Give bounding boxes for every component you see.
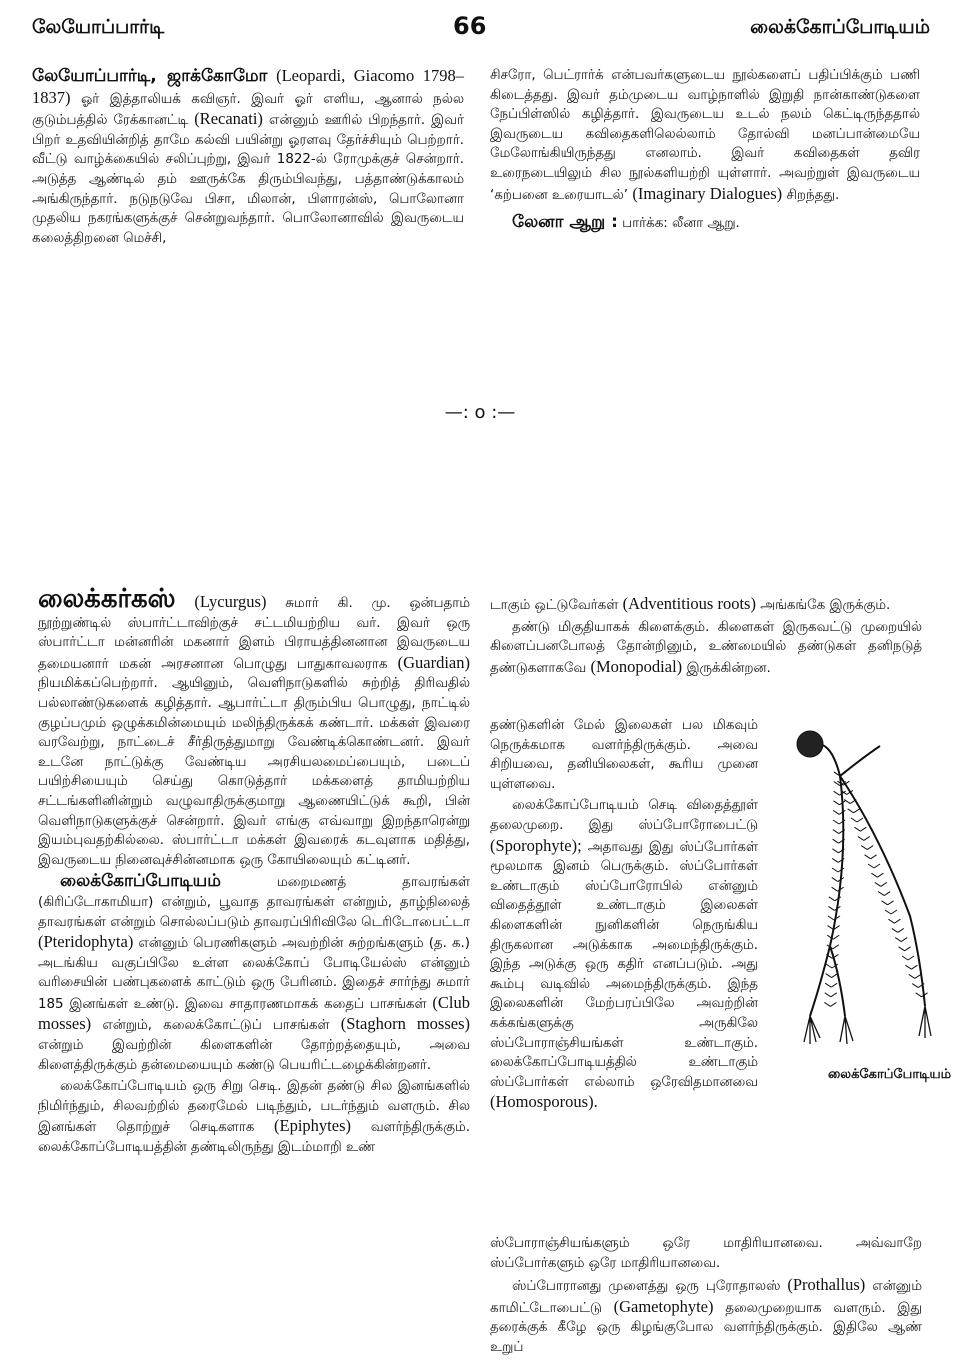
text-cont-4c: தலைமுறையாக வளரும். இது தரைக்குக் கீழே ஒரு கிழங்குபோல வளர்ந்திருக்கும். இதிலே ஆண் உறுப்: [490, 1300, 922, 1355]
text-cont-4b: என்னும் காமிட்டோபைட்டு: [490, 1279, 922, 1316]
fern-leaf-mark: [888, 901, 894, 905]
text-leopardi-2: என்னும் ஊரில் பிறந்தார். இவர் பிறர் உதவியின்றித் தாமே கல்வி பயின்று ஓரளவு தேர்ச்சியும் பெற்றார். வீட்டு வாழ்க்கையில் சலிப்புற்று, இவர் 1822-ல் ரோமுக்குச் சென்றார். அடுத்த ஆண்டில் தம் ஊருக்கே திரும்பிவந்து, பத்தாண்டுக்காலம் அங்கிருந்தார். நடுநடுவே பிசா, மிலான், பிளாரன்ஸ், பொலோனா முதலிய நகரங்களுக்குச் சென்றுவந்தார். பொலோனாவில் இவருடைய கலைத்திறனை மெச்சி,: [32, 113, 464, 246]
text-cont-3: ஸ்போராஞ்சியங்களும் ஒரே மாதிரியானவை. அவ்வாறே ஸ்ப்போர்களும் ஒரே மாதிரியானவை.: [490, 1236, 922, 1271]
fern-leaf-mark: [882, 901, 888, 905]
latin-recanati: (Recanati): [194, 109, 263, 129]
fern-leaf-mark: [908, 956, 914, 960]
latin-guardian: (Guardian): [397, 652, 470, 672]
text-lycurgus-1: சுமார் கி. மு. ஒன்பதாம் நூற்றுண்டில் ஸ்பார்ட்டாவிற்குச் சட்டமியற்றிய வர். இவர் ஒரு ஸ்பார்ட்டா மன்னரின் மகனார் இளம் பிராயத்தினனான இவருடைய தமையனார் மகன் அரசனான பொழுது பாதுகாவலராக: [38, 596, 471, 672]
fern-leaf-mark: [905, 947, 911, 951]
fern-leaf-mark: [905, 965, 911, 969]
entry-lycopodium-cont-1: [490, 594, 922, 616]
fern-leaf-mark: [899, 947, 905, 951]
fern-leaf-mark: [858, 836, 864, 840]
fern-leaf-mark: [884, 892, 890, 896]
fern-leaf-mark: [828, 916, 834, 920]
fern-roots: [804, 1006, 931, 1044]
fern-leaf-mark: [832, 868, 838, 872]
text-lycopodium-3: என்றும், கலைக்கோட்டுப் பாசங்கள்: [102, 1018, 330, 1034]
fern-leaf-mark: [891, 910, 897, 914]
text-leopardi-1: ஓர் இத்தாலியக் கவிஞர். இவர் ஓர் எளிய, ஆனால் நல்ல குடும்பத்தில் ரேக்கானட்டி: [32, 91, 464, 129]
text-lycopodium-4: என்றும் இவற்றின் கிளைகளின் தோற்றத்தையும், அவை கிளைத்திருக்கும் தன்மையையும் கண்டு பெயரிட்டழைக்கின்றனர்.: [38, 1038, 470, 1073]
fern-leaf-mark: [865, 855, 871, 859]
text-lycopodium-1: மறைமணத் தாவரங்கள் (கிரிப்டோகாமியா) என்றும், பூவாத தாவரங்கள் என்றும், தாழ்நிலைத் தாவரங்கள் என்றும் சொல்லப்படும் தாவரப்பிரிவிலே டெரிடோபைட்டா: [38, 875, 470, 930]
fern-leaf-mark: [898, 928, 904, 932]
lycopodium-illustration: [770, 716, 940, 1046]
fern-leaf-mark: [829, 897, 835, 901]
fern-leaf-mark: [834, 791, 840, 795]
fern-leaf-mark: [833, 801, 839, 805]
latin-lycurgus: (Lycurgus): [194, 592, 267, 611]
fern-leaf-mark: [832, 887, 838, 891]
fern-leaf-mark: [854, 809, 860, 813]
entry-leopardi-col2: [490, 66, 920, 236]
fern-cone: [797, 731, 823, 757]
fern-leaf-mark: [867, 846, 873, 850]
entry-lycopodium-para2: [38, 1077, 470, 1157]
entry-lycopodium-cont-3: [490, 1234, 922, 1273]
page-number: 66: [453, 12, 487, 40]
fern-leaf-mark: [828, 906, 834, 910]
text-lycopodium-6: வளர்ந்திருக்கும். லைக்கோப்போடியத்தின் தண்டிலிருந்து இடம்மாறி உண்: [38, 1120, 470, 1156]
latin-staghorn-mosses: (Staghorn mosses): [340, 1014, 470, 1034]
figure-caption: லைக்கோப்போடியம்: [828, 1067, 952, 1082]
fern-leaf-mark: [832, 974, 838, 978]
headword-lycopodium: லைக்கோப்போடியம்: [60, 871, 221, 892]
fern-leaf-mark: [833, 935, 839, 939]
fern-leaf-mark: [826, 964, 832, 968]
fern-leaf-mark: [851, 818, 857, 822]
fern-leaves: [824, 772, 927, 1006]
text-wrap-2: லைக்கோப்போடியம் செடி விதைத்தூள் தலைமுறை. இது ஸ்ப்போரோபைட்டு: [490, 798, 758, 833]
headword-lycurgus: லைக்கர்கஸ்: [38, 584, 176, 614]
entry-lycopodium: [38, 872, 470, 1075]
headword-lena: லேனா ஆறு :: [512, 212, 618, 233]
fern-leaf-mark: [874, 864, 880, 868]
fern-leaf-mark: [912, 984, 918, 988]
fern-leaf-mark: [831, 983, 837, 987]
fern-leaf-mark: [824, 1002, 830, 1006]
latin-monopodial: (Monopodial): [590, 656, 683, 676]
fern-leaf-mark: [902, 956, 908, 960]
fern-leaf-mark: [825, 993, 831, 997]
bottom-right-column-top: [490, 594, 922, 680]
entry-leopardi-para-cont: [490, 66, 920, 205]
latin-homosporous: (Homosporous).: [490, 1092, 598, 1112]
fern-leaf-mark: [833, 820, 839, 824]
text-lycurgus-2: நியமிக்கப்பெற்றார். ஆயினும், வெளிநாடுகளில் சுற்றித் திரிவதில் பல்லாண்டுகளைக் கழித்தார். ஆபார்ட்டா திரும்பிய பொழுது, நாட்டில் குழப்பமும் ஒழுக்கமின்மையும் மலிந்திருக்கக் கண்டார். மக்கள் இவரை வரவேற்று, நாட்டைச் சீர்திருத்துமாறு வேண்டிக்கொண்டனர். இவர் உடனே நாட்டுக்கு வேண்டிய அரசியலமைப்பையும், படைப் பயிற்சியையும் செய்து கொடுத்தார் மக்களைத் தாமியற்றிய சட்டங்களினின்றும் வழுவாதிருக்குமாறு ஆணையிட்டுக் கூறி, பின் வெளிநாடுகளுக்குச் சென்றார். இவர் எங்கு எவ்வாறு இறந்தாரென்று இயம்புவதற்கில்லை. ஸ்பார்ட்டா மக்கள் இவரைக் கடவுளாக மதித்து, இவருடைய நினைவுச்சின்னமாக ஒரு கோயிலையும் கட்டினர்.: [38, 676, 470, 868]
fern-leaf-mark: [828, 926, 834, 930]
text-lena: பார்க்க: லீனா ஆறு.: [622, 216, 740, 232]
text-wrap-1: தண்டுகளின் மேல் இலைகள் பல மிகவும் நெருக்கமாக வளர்ந்திருக்கும். அவை சிறியவை, தனியிலைகள், கூரிய முனை யுள்ளவை.: [490, 718, 758, 792]
text-cont-4: ஸ்ப்போரானது முளைத்து ஒரு புரோதாலஸ்: [512, 1279, 781, 1295]
bottom-left-column: [38, 584, 471, 1160]
fern-leaf-mark: [860, 827, 866, 831]
fern-leaf-mark: [830, 1002, 836, 1006]
text-cont-1b: அங்கங்கே இருக்கும்.: [760, 598, 891, 613]
fern-leaf-mark: [854, 827, 860, 831]
entry-lena-river: [490, 213, 920, 234]
fern-leaf-mark: [877, 873, 883, 877]
fern-leaf-mark: [875, 882, 881, 886]
fern-leaf-mark: [868, 864, 874, 868]
fern-leaf-mark: [892, 928, 898, 932]
fern-leaf-mark: [888, 919, 894, 923]
latin-adventitious-roots: (Adventitious roots): [622, 594, 756, 613]
latin-prothallus: (Prothallus): [787, 1275, 866, 1295]
fern-leaf-mark: [885, 910, 891, 914]
latin-gametophyte: (Gametophyte): [613, 1296, 714, 1316]
text-cont-2b: இருக்கின்றன.: [686, 660, 771, 676]
headword-leopardi: லேயோப்பார்டி, ஜாக்கோமோ: [32, 66, 268, 86]
entry-leopardi-col1: [32, 66, 464, 250]
bottom-right-column-wrap: [490, 716, 758, 1116]
entry-lycopodium-wrap-1: [490, 716, 758, 794]
section-separator: —: o :—: [444, 402, 516, 423]
fern-leaf-mark: [915, 974, 921, 978]
entry-lycopodium-wrap-2: [490, 796, 758, 1114]
fern-leaf-mark: [861, 846, 867, 850]
entry-lycopodium-cont-4: [490, 1275, 922, 1357]
fern-leaf-mark: [878, 892, 884, 896]
fern-leaf-mark: [848, 809, 854, 813]
latin-leopardi: (Leopardi, Giacomo 1798–1837): [32, 66, 464, 107]
text-cont-1: டாகும் ஒட்டுவேர்கள்: [490, 598, 619, 613]
running-header-right: லைக்கோப்போடியம்: [750, 16, 930, 38]
entry-lycurgus: [38, 584, 471, 870]
fern-leaf-mark: [911, 965, 917, 969]
fern-leaf-mark: [831, 993, 837, 997]
bottom-right-column-bottom: [490, 1234, 922, 1360]
text-leopardi-4: சிறந்தது.: [786, 187, 840, 203]
fern-leaf-mark: [895, 938, 901, 942]
latin-sporophyte: (Sporophyte);: [490, 835, 582, 855]
fern-leaf-mark: [833, 945, 839, 949]
fern-leaf-mark: [894, 919, 900, 923]
latin-epiphytes: (Epiphytes): [274, 1116, 351, 1136]
fern-leaf-mark: [871, 873, 877, 877]
fern-leaf-mark: [832, 858, 838, 862]
text-lycopodium-2: என்னும் பெரணிகளும் அவற்றின் சுற்றங்களும் (த. க.) அடங்கிய வகுப்பிலே உள்ள லைக்கோப் போடியேல்ஸ் என்னும் வரிசையின் பண்புகளைக் காட்டும் ஒரு பேரினம். இதைச் சார்ந்து சுமார் 185 இனங்கள் உண்டு. இவை சாதாரணமாகக் கதைப் பாசங்கள்: [38, 936, 470, 1012]
fern-leaf-mark: [881, 882, 887, 886]
entry-lycopodium-cont-2: [490, 618, 922, 679]
fern-leaf-mark: [833, 810, 839, 814]
text-cont-2: தண்டு மிகுதியாகக் கிளைக்கும். கிளைகள் இருகவட்டு முறையில் கிளைப்பனபோலத் தோன்றினும், உண்மையில் தண்டுகள் தனிநடுத் தண்டுகளாகவே: [490, 619, 922, 676]
fern-leaf-mark: [916, 993, 922, 997]
fern-leaf-mark: [833, 830, 839, 834]
text-leopardi-3: சிசரோ, பெட்ரார்க் என்பவர்களுடைய நூல்களைப் பதிப்பிக்கும் பணி கிடைத்தது. இவர் தம்முடைய வாழ்நாளில் இறுதி நான்காண்டுகளை நேப்பிள்ஸில் கழித்தார். இவருடைய உடல் நலம் கெட்டிருந்ததால் இவருடைய கவிதைகளிலெல்லாம் தோல்வி மனப்பான்மையே மேலோங்கியிருந்தது எனலாம். இவர் கவிதைகள் தவிர உரைநடையிலும் சில நூல்களியற்றி யுள்ளார். அவற்றுள் இவருடைய ‘கற்பனை உரையாடல்’: [490, 68, 920, 203]
fern-leaf-mark: [826, 974, 832, 978]
entry-leopardi-para: [32, 66, 464, 248]
text-wrap-2b: அதாவது இது ஸ்ப்போர்கள் மூலமாக இனம் பெருக்கும். ஸ்ப்போர்கள் உண்டாகும் ஸ்ப்போரோபில் என்னும் விதைத்தூள் உண்டாகும் இலைகள் கிளைகளின் நுனிகளின் நெருங்கிய திருகலான அடுக்காக அமைந்திருக்கும். இந்த அடுக்கு ஒரு கதிர் எனப்படும். அது கூம்பு வடிவில் அமைந்திருக்கும். இந்த இலைகளின் மேற்பரப்பிலே அவற்றின் கக்கங்களுக்கு அருகிலே ஸ்ப்போராஞ்சியங்கள் உண்டாகும். லைக்கோப்போடியத்தில் உண்டாகும் ஸ்ப்போர்கள் எல்லாம் ஒரேவிதமானவை: [490, 839, 758, 1090]
text-lycopodium-5: லைக்கோப்போடியம் ஒரு சிறு செடி. இதன் தண்டு சில இனங்களில் நிமிர்ந்தும், சிலவற்றில் தரைமேல் படிந்தும், படர்ந்தும் வளரும். சில இனங்கள் தொற்றுச் செடிகளாக: [38, 1079, 470, 1136]
fern-leaf-mark: [825, 983, 831, 987]
latin-club-mosses: (Club mosses): [38, 992, 470, 1034]
fern-leaf-mark: [901, 938, 907, 942]
fern-leaf-mark: [871, 855, 877, 859]
latin-pteridophyta: (Pteridophyta): [38, 932, 134, 952]
fern-leaf-mark: [864, 836, 870, 840]
fern-leaf-mark: [832, 849, 838, 853]
fern-leaf-mark: [833, 839, 839, 843]
fern-leaf-mark: [909, 974, 915, 978]
running-header-left: லேயோப்பார்டி: [32, 16, 165, 38]
latin-imaginary-dialogues: (Imaginary Dialogues): [632, 183, 783, 203]
fern-leaf-mark: [832, 878, 838, 882]
fern-leaf-mark: [857, 818, 863, 822]
